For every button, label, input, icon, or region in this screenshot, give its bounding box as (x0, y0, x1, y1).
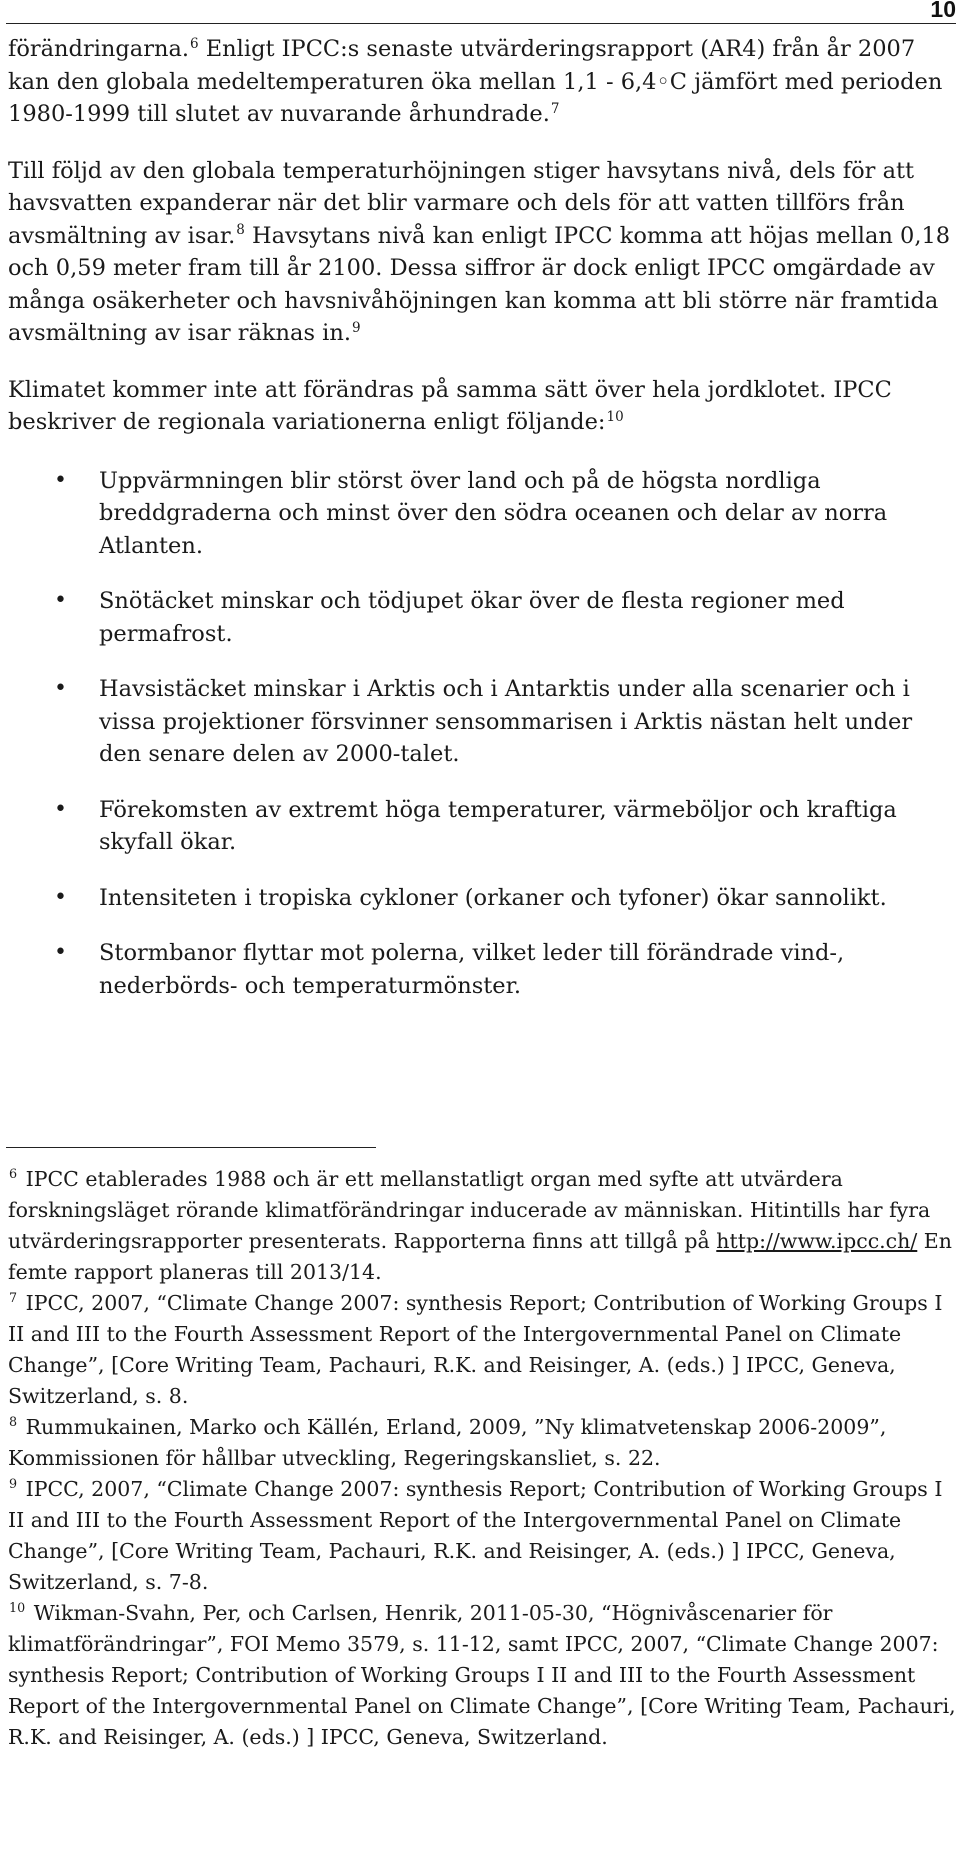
footnote-text: IPCC, 2007, “Climate Change 2007: synthesis Report; Contribution of Working Groups I II and III to the Fourth Assessment Report of the Intergovernmental Panel on Climate Change”, [Core Writing Team, Pachauri, R.K. and Reisinger, A. (eds.) ] IPCC, Geneva, Switzerland, s. 8. (8, 1291, 943, 1408)
list-item (8, 882, 956, 915)
paragraph-regional-variations (8, 374, 956, 439)
list-item (8, 673, 956, 771)
footnote-number: 10 (9, 1600, 26, 1616)
header-rule (6, 23, 956, 24)
bullet-icon: • (54, 940, 67, 965)
paragraph-ipcc-temperature (8, 33, 956, 131)
footnote-ref-10[interactable]: 10 (606, 408, 624, 425)
page-number: 10 (930, 0, 956, 22)
bullet-icon: • (54, 588, 67, 613)
footnote-number: 7 (9, 1290, 18, 1306)
footnote-separator (6, 1147, 376, 1148)
footnote-text: IPCC, 2007, “Climate Change 2007: synthesis Report; Contribution of Working Groups I II and III to the Fourth Assessment Report of the Intergovernmental Panel on Climate Change”, [Core Writing Team, Pachauri, R.K. and Reisinger, A. (eds.) ] IPCC, Geneva, Switzerland, s. 7-8. (8, 1477, 943, 1594)
paragraph-sea-level (8, 155, 956, 350)
footnotes (8, 1164, 958, 1753)
bullet-icon: • (54, 676, 67, 701)
footnote-ref-9[interactable]: 9 (351, 319, 361, 336)
footnote-6 (8, 1164, 958, 1288)
bullet-icon: • (54, 796, 67, 822)
paragraph-text: Klimatet kommer inte att förändras på samma sätt över hela jordklotet. IPCC beskriver de regionala variationerna enligt följande: (8, 376, 892, 435)
footnote-ref-6[interactable]: 6 (190, 35, 199, 52)
paragraph-text: förändringarna. (8, 36, 190, 62)
list-item-text: Snötäcket minskar och tödjupet ökar över de flesta regioner med permafrost. (99, 588, 845, 647)
list-item (8, 585, 956, 650)
paragraph-text: Havsytans nivå kan enligt IPCC komma att höjas mellan 0,18 och 0,59 meter fram till år 2100. Dessa siffror är dock enligt IPCC omgärdade av många osäkerheter och havsnivåhöjningen kan komma att bli större när framtida avsmältning av isar räknas in. (8, 222, 951, 346)
regional-variations-list (8, 465, 956, 1003)
bullet-icon: • (54, 467, 67, 493)
footnote-ref-7[interactable]: 7 (550, 100, 560, 117)
list-item (8, 937, 956, 1002)
footnote-number: 9 (9, 1476, 18, 1492)
bullet-icon: • (54, 884, 67, 910)
list-item-text: Stormbanor flyttar mot polerna, vilket leder till förändrade vind-, nederbörds- och temperaturmönster. (99, 940, 845, 999)
footnote-text: IPCC etablerades 1988 och är ett mellanstatligt organ med syfte att utvärdera forskningsläget rörande klimatförändringar inducerade av människan. Hitintills har fyra utvärderingsrapporter presenterats. Rapporterna finns att tillgå på (8, 1167, 931, 1253)
paragraph-text: Till följd av den globala temperaturhöjningen stiger havsytans nivå, dels för att havsvatten expanderar när det blir varmare och dels för att vatten tillförs från avsmältning av isar. (8, 157, 915, 249)
list-item-text: Förekomsten av extremt höga temperaturer, värmeböljor och kraftiga skyfall ökar. (99, 796, 897, 855)
list-item-text: Uppvärmningen blir störst över land och på de högsta nordliga breddgraderna och minst över den södra oceanen och delar av norra Atlanten. (99, 467, 888, 559)
paragraph-text: Enligt IPCC:s senaste utvärderingsrapport (AR4) från år 2007 kan den globala medeltemperaturen öka mellan 1,1 - 6,4◦C jämfört med perioden 1980-1999 till slutet av nuvarande århundrade. (8, 36, 943, 127)
footnote-ref-8[interactable]: 8 (236, 222, 245, 239)
footnote-text: En femte rapport planeras till 2013/14. (8, 1229, 952, 1284)
footnote-text: Rummukainen, Marko och Källén, Erland, 2009, ”Ny klimatvetenskap 2006-2009”, Kommissionen för hållbar utveckling, Regeringskansliet, s. 22. (8, 1415, 887, 1470)
ipcc-website-link[interactable]: http://www.ipcc.ch/ (716, 1229, 918, 1253)
footnote-number: 6 (9, 1166, 18, 1182)
footnote-8 (8, 1412, 958, 1474)
list-item (8, 465, 956, 563)
body-text (8, 33, 956, 1025)
footnote-text: Wikman-Svahn, Per, och Carlsen, Henrik, 2011-05-30, “Högnivåscenarier för klimatförändringar”, FOI Memo 3579, s. 11-12, samt IPCC, 2007, “Climate Change 2007: synthesis Report; Contribution of Working Groups I II and III to the Fourth Assessment Report of the Intergovernmental Panel on Climate Change”, [Core Writing Team, Pachauri, R.K. and Reisinger, A. (eds.) ] IPCC, Geneva, Switzerland. (8, 1601, 956, 1749)
footnote-number: 8 (9, 1414, 18, 1430)
footnote-10 (8, 1598, 958, 1753)
list-item (8, 794, 956, 859)
list-item-text: Intensiteten i tropiska cykloner (orkaner och tyfoner) ökar sannolikt. (99, 884, 887, 911)
footnote-9 (8, 1474, 958, 1598)
footnote-7 (8, 1288, 958, 1412)
list-item-text: Havsistäcket minskar i Arktis och i Antarktis under alla scenarier och i vissa projektioner försvinner sensommarisen i Arktis nästan helt under den senare delen av 2000-talet. (99, 676, 913, 767)
